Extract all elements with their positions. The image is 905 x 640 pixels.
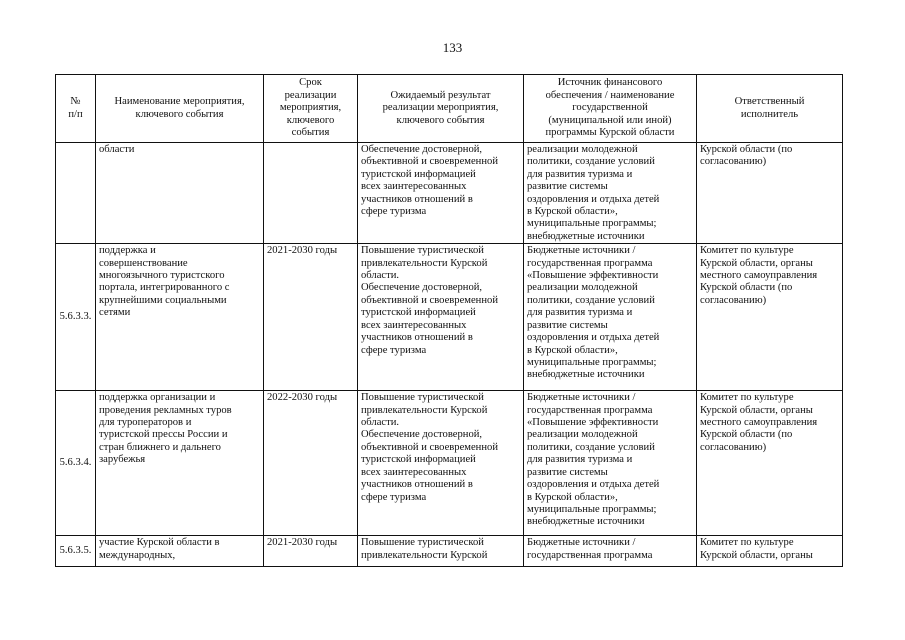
- event-name: поддержка и совершенствование многоязычного туристского портала, интегрированного с крупнейшими социальными сетями: [96, 244, 264, 391]
- expected-result: Повышение туристической привлекательности Курской области. Обеспечение достоверной, объективной и своевременной туристской информацией всех заинтересованных участников отношений в сфере туризма: [358, 244, 524, 391]
- header-funding-source: Источник финансового обеспечения / наименование государственной (муниципальной или иной) программы Курской области: [524, 75, 697, 143]
- row-number: 5.6.3.5.: [56, 536, 96, 567]
- header-event-name: Наименование мероприятия, ключевого события: [96, 75, 264, 143]
- table-row: [56, 143, 843, 244]
- executor: Курской области (по согласованию): [697, 143, 843, 244]
- event-term: 2021-2030 годы: [264, 244, 358, 391]
- header-expected-result: Ожидаемый результат реализации мероприятия, ключевого события: [358, 75, 524, 143]
- header-executor: Ответственный исполнитель: [697, 75, 843, 143]
- row-number: 5.6.3.4.: [56, 391, 96, 536]
- expected-result: Повышение туристической привлекательности Курской области. Обеспечение достоверной, объективной и своевременной туристской информацией всех заинтересованных участников отношений в сфере туризма: [358, 391, 524, 536]
- funding-source: Бюджетные источники / государственная программа «Повышение эффективности реализации молодежной политики, создание условий для развития туризма и развитие системы оздоровления и отдыха детей в Курской области», муниципальные программы; внебюджетные источники: [524, 244, 697, 391]
- row-number: [56, 143, 96, 244]
- event-name: области: [96, 143, 264, 244]
- funding-source: Бюджетные источники / государственная программа: [524, 536, 697, 567]
- events-table: [55, 74, 843, 567]
- expected-result: Повышение туристической привлекательности Курской: [358, 536, 524, 567]
- event-term: 2022-2030 годы: [264, 391, 358, 536]
- page-number: 133: [442, 40, 463, 55]
- table-header-row: [56, 75, 843, 143]
- row-number: 5.6.3.3.: [56, 244, 96, 391]
- event-term: [264, 143, 358, 244]
- event-term: 2021-2030 годы: [264, 536, 358, 567]
- funding-source: Бюджетные источники / государственная программа «Повышение эффективности реализации молодежной политики, создание условий для развития туризма и развитие системы оздоровления и отдыха детей в Курской области», муниципальные программы; внебюджетные источники: [524, 391, 697, 536]
- event-name: участие Курской области в международных,: [96, 536, 264, 567]
- executor: Комитет по культуре Курской области, органы местного самоуправления Курской области (по согласованию): [697, 391, 843, 536]
- header-term: Срок реализации мероприятия, ключевого события: [264, 75, 358, 143]
- executor: Комитет по культуре Курской области, органы местного самоуправления Курской области (по согласованию): [697, 244, 843, 391]
- header-number: № п/п: [56, 75, 96, 143]
- event-name: поддержка организации и проведения рекламных туров для туроператоров и туристской прессы России и стран ближнего и дальнего зарубежья: [96, 391, 264, 536]
- table-row: [56, 536, 843, 567]
- table-row: [56, 244, 843, 391]
- table-row: [56, 391, 843, 536]
- executor: Комитет по культуре Курской области, органы: [697, 536, 843, 567]
- expected-result: Обеспечение достоверной, объективной и своевременной туристской информацией всех заинтересованных участников отношений в сфере туризма: [358, 143, 524, 244]
- funding-source: реализации молодежной политики, создание условий для развития туризма и развитие системы оздоровления и отдыха детей в Курской области», муниципальные программы; внебюджетные источники: [524, 143, 697, 244]
